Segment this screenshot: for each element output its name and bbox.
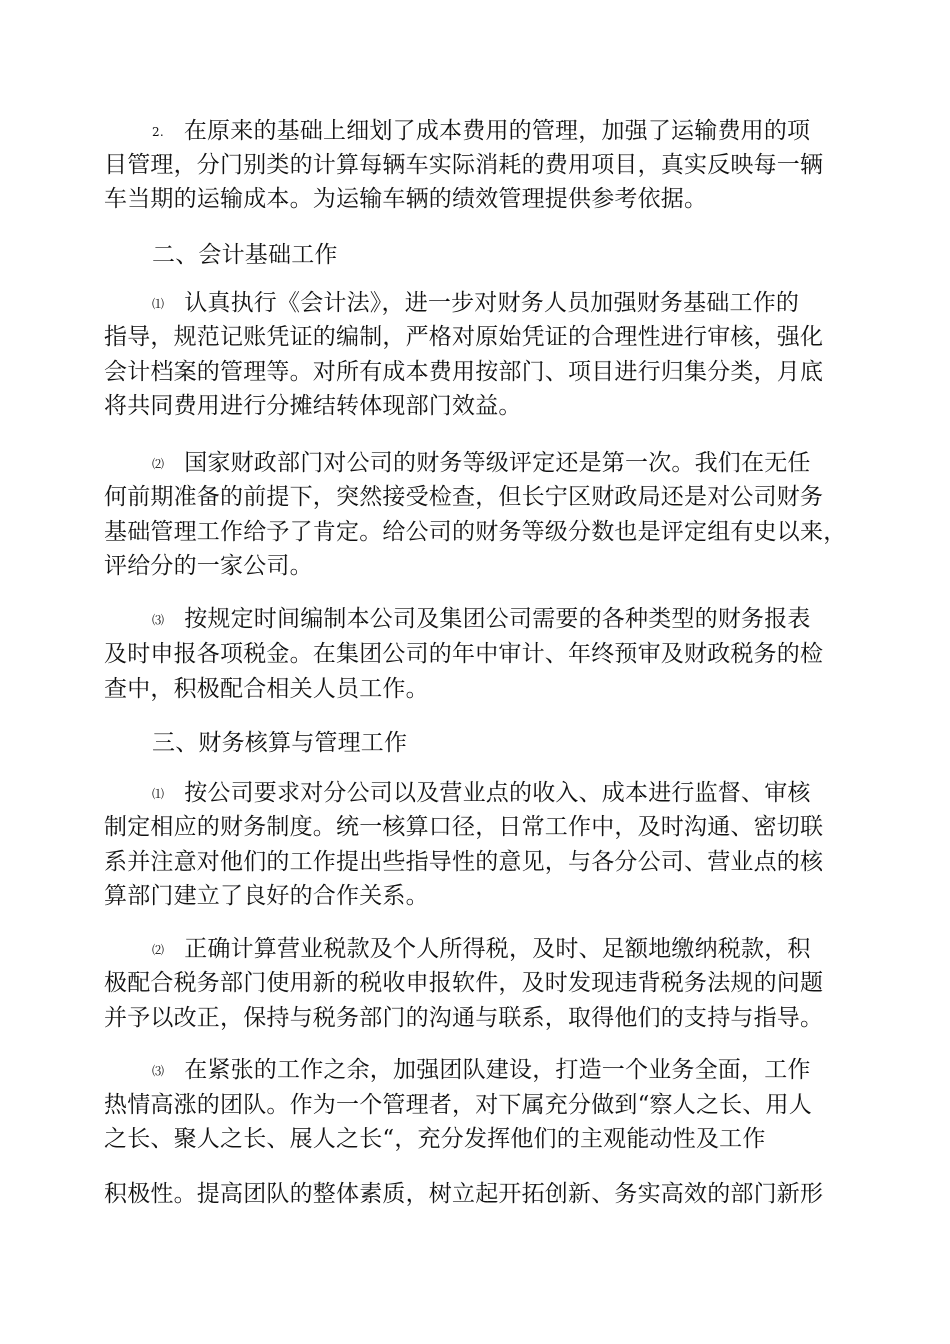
paragraph-line xyxy=(152,446,849,480)
list-marker: 2. xyxy=(152,125,164,139)
paragraph-text: 在原来的基础上细划了成本费用的管理，加强了运输费用的项 xyxy=(183,118,811,144)
paragraph-line xyxy=(152,1053,849,1087)
paragraph-text: 认真执行《会计法》，进一步对财务人员加强财务基础工作的 xyxy=(184,290,800,316)
paragraph-text: 按规定时间编制本公司及集团公司需要的各种类型的财务报表 xyxy=(184,606,811,632)
paragraph-line: 查中，积极配合相关人员工作。 xyxy=(104,676,429,702)
paragraph-line: 之长、聚人之长、展人之长“，充分发挥他们的主观能动性及工作 xyxy=(104,1126,766,1152)
paragraph-line: 何前期准备的前提下，突然接受检查，但长宁区财政局还是对公司财务 xyxy=(104,484,824,510)
list-marker: ⑴ xyxy=(152,787,165,801)
paragraph-line xyxy=(152,932,849,966)
list-marker: ⑶ xyxy=(152,613,165,627)
paragraph-line: 车当期的运输成本。为运输车辆的绩效管理提供参考依据。 xyxy=(104,186,708,212)
paragraph-line: 热情高涨的团队。作为一个管理者，对下属充分做到“察人之长、用人 xyxy=(104,1092,812,1118)
paragraph-line: 会计档案的管理等。对所有成本费用按部门、项目进行归集分类，月底 xyxy=(104,359,824,385)
list-marker: ⑵ xyxy=(152,457,165,471)
section-heading: 三、财务核算与管理工作 xyxy=(152,730,408,756)
section-heading: 二、会计基础工作 xyxy=(152,242,338,268)
paragraph-line: 基础管理工作给予了肯定。给公司的财务等级分数也是评定组有史以来， xyxy=(104,519,847,545)
paragraph-text: 正确计算营业税款及个人所得税，及时、足额地缴纳税款，积 xyxy=(184,936,811,962)
list-marker: ⑶ xyxy=(152,1064,165,1078)
paragraph-line xyxy=(152,114,849,148)
paragraph-line: 制定相应的财务制度。统一核算口径，日常工作中，及时沟通、密切联 xyxy=(104,814,824,840)
paragraph-line: 将共同费用进行分摊结转体现部门效益。 xyxy=(104,393,522,419)
paragraph-text: 按公司要求对分公司以及营业点的收入、成本进行监督、审核 xyxy=(184,780,811,806)
paragraph-text: 在紧张的工作之余，加强团队建设，打造一个业务全面，工作 xyxy=(184,1057,811,1083)
paragraph-line: 极配合税务部门使用新的税收申报软件，及时发现违背税务法规的问题 xyxy=(104,970,824,996)
paragraph-line: 积极性。提高团队的整体素质，树立起开拓创新、务实高效的部门新形 xyxy=(104,1181,824,1207)
paragraph-line: 评给分的一家公司。 xyxy=(104,553,313,579)
list-marker: ⑵ xyxy=(152,943,165,957)
paragraph-line: 系并注意对他们的工作提出些指导性的意见，与各分公司、营业点的核 xyxy=(104,849,824,875)
paragraph-line: 及时申报各项税金。在集团公司的年中审计、年终预审及财政税务的检 xyxy=(104,641,824,667)
paragraph-line: 算部门建立了良好的合作关系。 xyxy=(104,883,429,909)
paragraph-line: 目管理，分门别类的计算每辆车实际消耗的费用项目，真实反映每一辆 xyxy=(104,152,824,178)
list-marker: ⑴ xyxy=(152,297,165,311)
paragraph-line xyxy=(152,602,849,636)
paragraph-line xyxy=(152,776,849,810)
paragraph-text: 国家财政部门对公司的财务等级评定还是第一次。我们在无任 xyxy=(184,450,811,476)
paragraph-line: 指导，规范记账凭证的编制，严格对原始凭证的合理性进行审核，强化 xyxy=(104,324,824,350)
paragraph-line xyxy=(152,286,849,320)
paragraph-line: 并予以改正，保持与税务部门的沟通与联系，取得他们的支持与指导。 xyxy=(104,1005,824,1031)
